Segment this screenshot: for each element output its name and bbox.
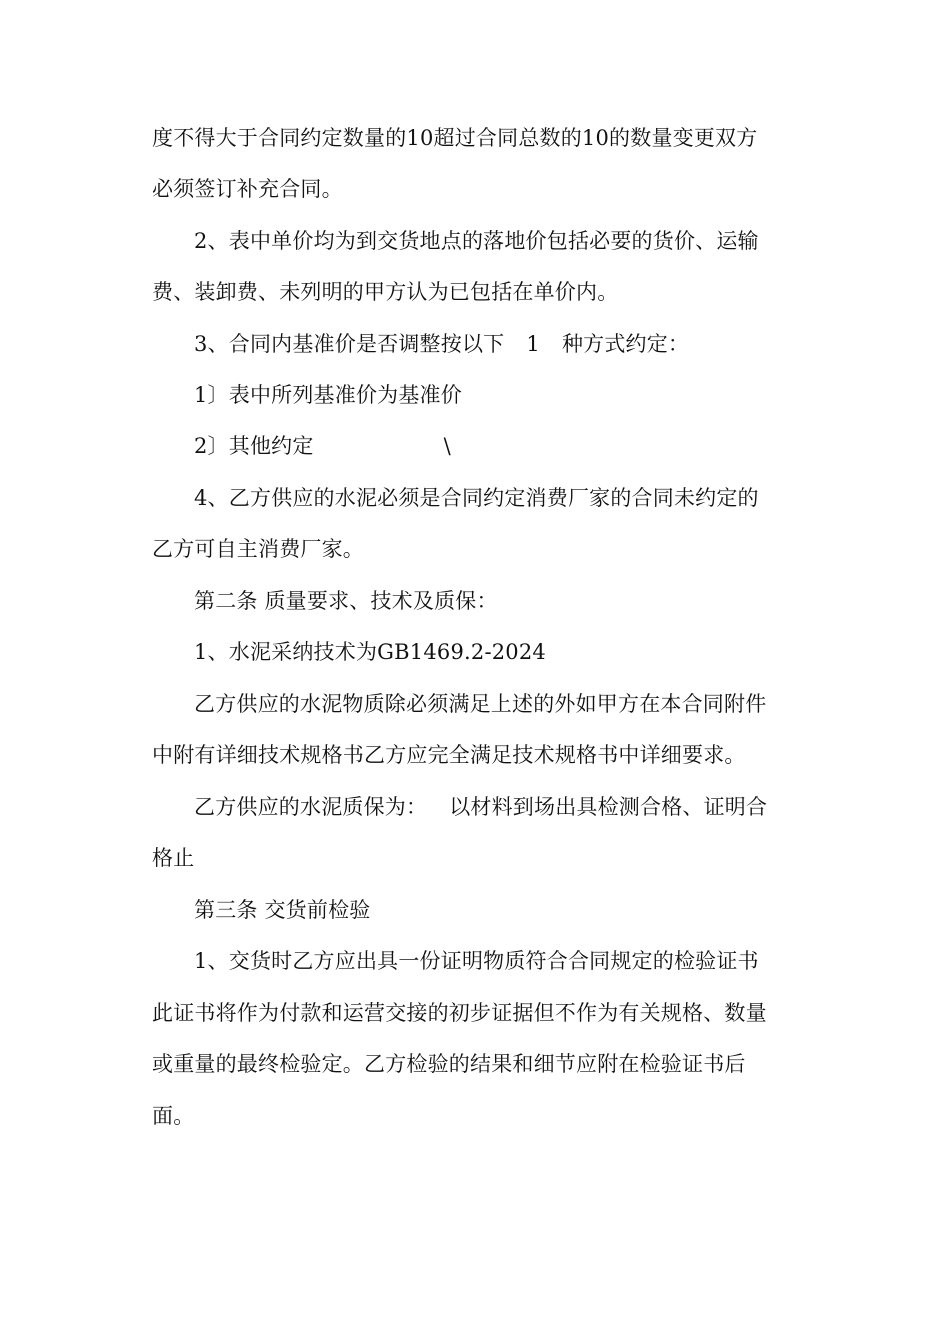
section-heading: 第二条 质量要求、技术及质保： (194, 589, 498, 613)
text-line: 中附有详细技术规格书乙方应完全满足技术规格书中详细要求。 (152, 743, 746, 767)
text-line: 1、水泥采纳技术为GB1469.2-2024 (194, 640, 546, 664)
text-line: 此证书将作为付款和运营交接的初步证据但不作为有关规格、数量 (152, 1001, 767, 1025)
warranty-line (194, 787, 812, 827)
text-line: 4、乙方供应的水泥必须是合同约定消费厂家的合同未约定的 (194, 486, 759, 510)
warranty-value: 以材料到场出具检测合格、证明合 (449, 795, 768, 819)
text-line: 或重量的最终检验定。乙方检验的结果和细节应附在检验证书后 (152, 1052, 746, 1076)
section-heading: 第三条 交货前检验 (194, 898, 371, 922)
text-line: 格止 (152, 846, 195, 870)
price-adjust-choice: 1 (526, 332, 540, 356)
text-line: 1〕表中所列基准价为基准价 (194, 383, 462, 407)
price-adjust-line (194, 324, 812, 364)
text-line: 度不得大于合同约定数量的10超过合同总数的10的数量变更双方 (152, 126, 758, 150)
text-line: 面。 (152, 1104, 195, 1128)
price-adjust-suffix: 种方式约定： (561, 332, 690, 356)
warranty-label: 乙方供应的水泥质保为： (194, 795, 428, 819)
text-line: 2、表中单价均为到交货地点的落地价包括必要的货价、运输 (194, 229, 759, 253)
other-agreement-line (194, 426, 812, 466)
price-adjust-label: 3、合同内基准价是否调整按以下 (194, 332, 505, 356)
text-line: 费、装卸费、未列明的甲方认为已包括在单价内。 (152, 280, 619, 304)
other-agreement-value: \ (443, 434, 451, 458)
text-line: 1、交货时乙方应出具一份证明物质符合合同规定的检验证书 (194, 949, 759, 973)
text-line: 乙方供应的水泥物质除必须满足上述的外如甲方在本合同附件 (194, 692, 767, 716)
text-line: 乙方可自主消费厂家。 (152, 537, 364, 561)
text-line: 必须签订补充合同。 (152, 177, 343, 201)
other-agreement-label: 2〕其他约定 (194, 434, 314, 458)
